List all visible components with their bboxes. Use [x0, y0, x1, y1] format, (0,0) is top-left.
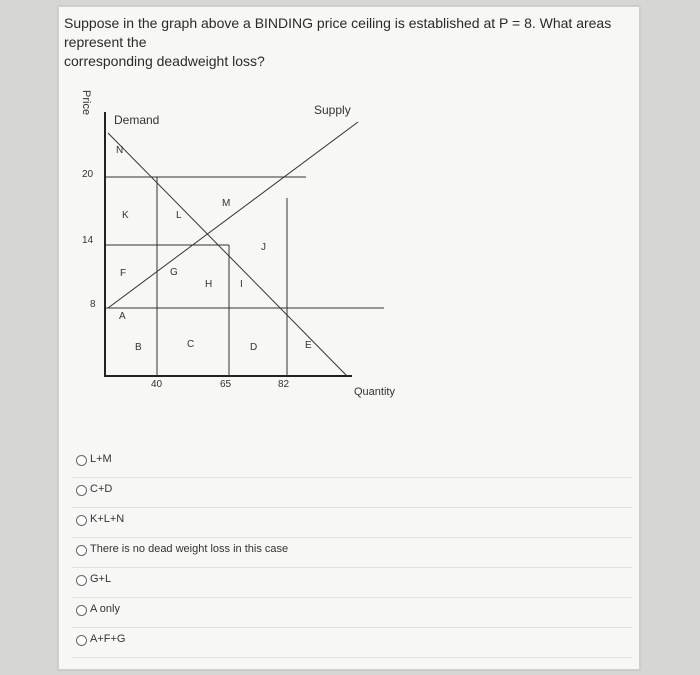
area-label-d: D — [250, 342, 258, 353]
option-label: A+F+G — [90, 633, 126, 645]
option-label: K+L+N — [90, 513, 125, 525]
supply-label: Supply — [314, 103, 351, 117]
area-label-b: B — [135, 342, 142, 353]
price-tick-20: 20 — [82, 169, 94, 180]
answer-options — [72, 448, 632, 658]
demand-label: Demand — [114, 113, 160, 127]
option-label: There is no dead weight loss in this case — [90, 543, 289, 555]
radio-button[interactable] — [76, 455, 87, 466]
price-tick-14: 14 — [82, 235, 94, 246]
option-k-l-n[interactable] — [72, 508, 632, 538]
quantity-tick-82: 82 — [278, 379, 290, 390]
area-label-g: G — [170, 267, 178, 278]
option-a-f-g[interactable] — [72, 628, 632, 658]
area-label-h: H — [205, 279, 213, 290]
area-label-n: N — [116, 145, 124, 156]
supply-curve — [108, 122, 358, 308]
price-tick-8: 8 — [90, 299, 96, 310]
area-label-k: K — [122, 210, 129, 221]
quantity-tick-40: 40 — [151, 379, 163, 390]
option-label: A only — [90, 603, 120, 615]
radio-button[interactable] — [76, 605, 87, 616]
option-c-d[interactable] — [72, 478, 632, 508]
option-label: G+L — [90, 573, 112, 585]
area-label-f: F — [120, 268, 127, 279]
area-label-a: A — [119, 311, 126, 322]
area-label-i: I — [240, 279, 243, 290]
area-label-j: J — [261, 242, 266, 253]
radio-button[interactable] — [76, 635, 87, 646]
option-l-m[interactable] — [72, 448, 632, 478]
option-no-deadweight-loss[interactable] — [72, 538, 632, 568]
y-axis-label: Price — [80, 90, 92, 116]
x-axis-label: Quantity — [354, 386, 395, 398]
question-line-2: corresponding deadweight loss? — [64, 53, 265, 69]
option-label: L+M — [90, 453, 112, 465]
radio-button[interactable] — [76, 575, 87, 586]
radio-button[interactable] — [76, 545, 87, 556]
radio-button[interactable] — [76, 485, 87, 496]
area-label-c: C — [187, 339, 195, 350]
area-label-e: E — [305, 340, 312, 351]
question-line-1: Suppose in the graph above a BINDING price ceiling is established at P = 8. What areas represent the — [64, 15, 612, 50]
quantity-tick-65: 65 — [220, 379, 232, 390]
area-label-m: M — [222, 198, 231, 209]
option-label: C+D — [90, 483, 113, 495]
area-label-l: L — [176, 210, 182, 221]
option-a-only[interactable] — [72, 598, 632, 628]
option-g-l[interactable] — [72, 568, 632, 598]
radio-button[interactable] — [76, 515, 87, 526]
